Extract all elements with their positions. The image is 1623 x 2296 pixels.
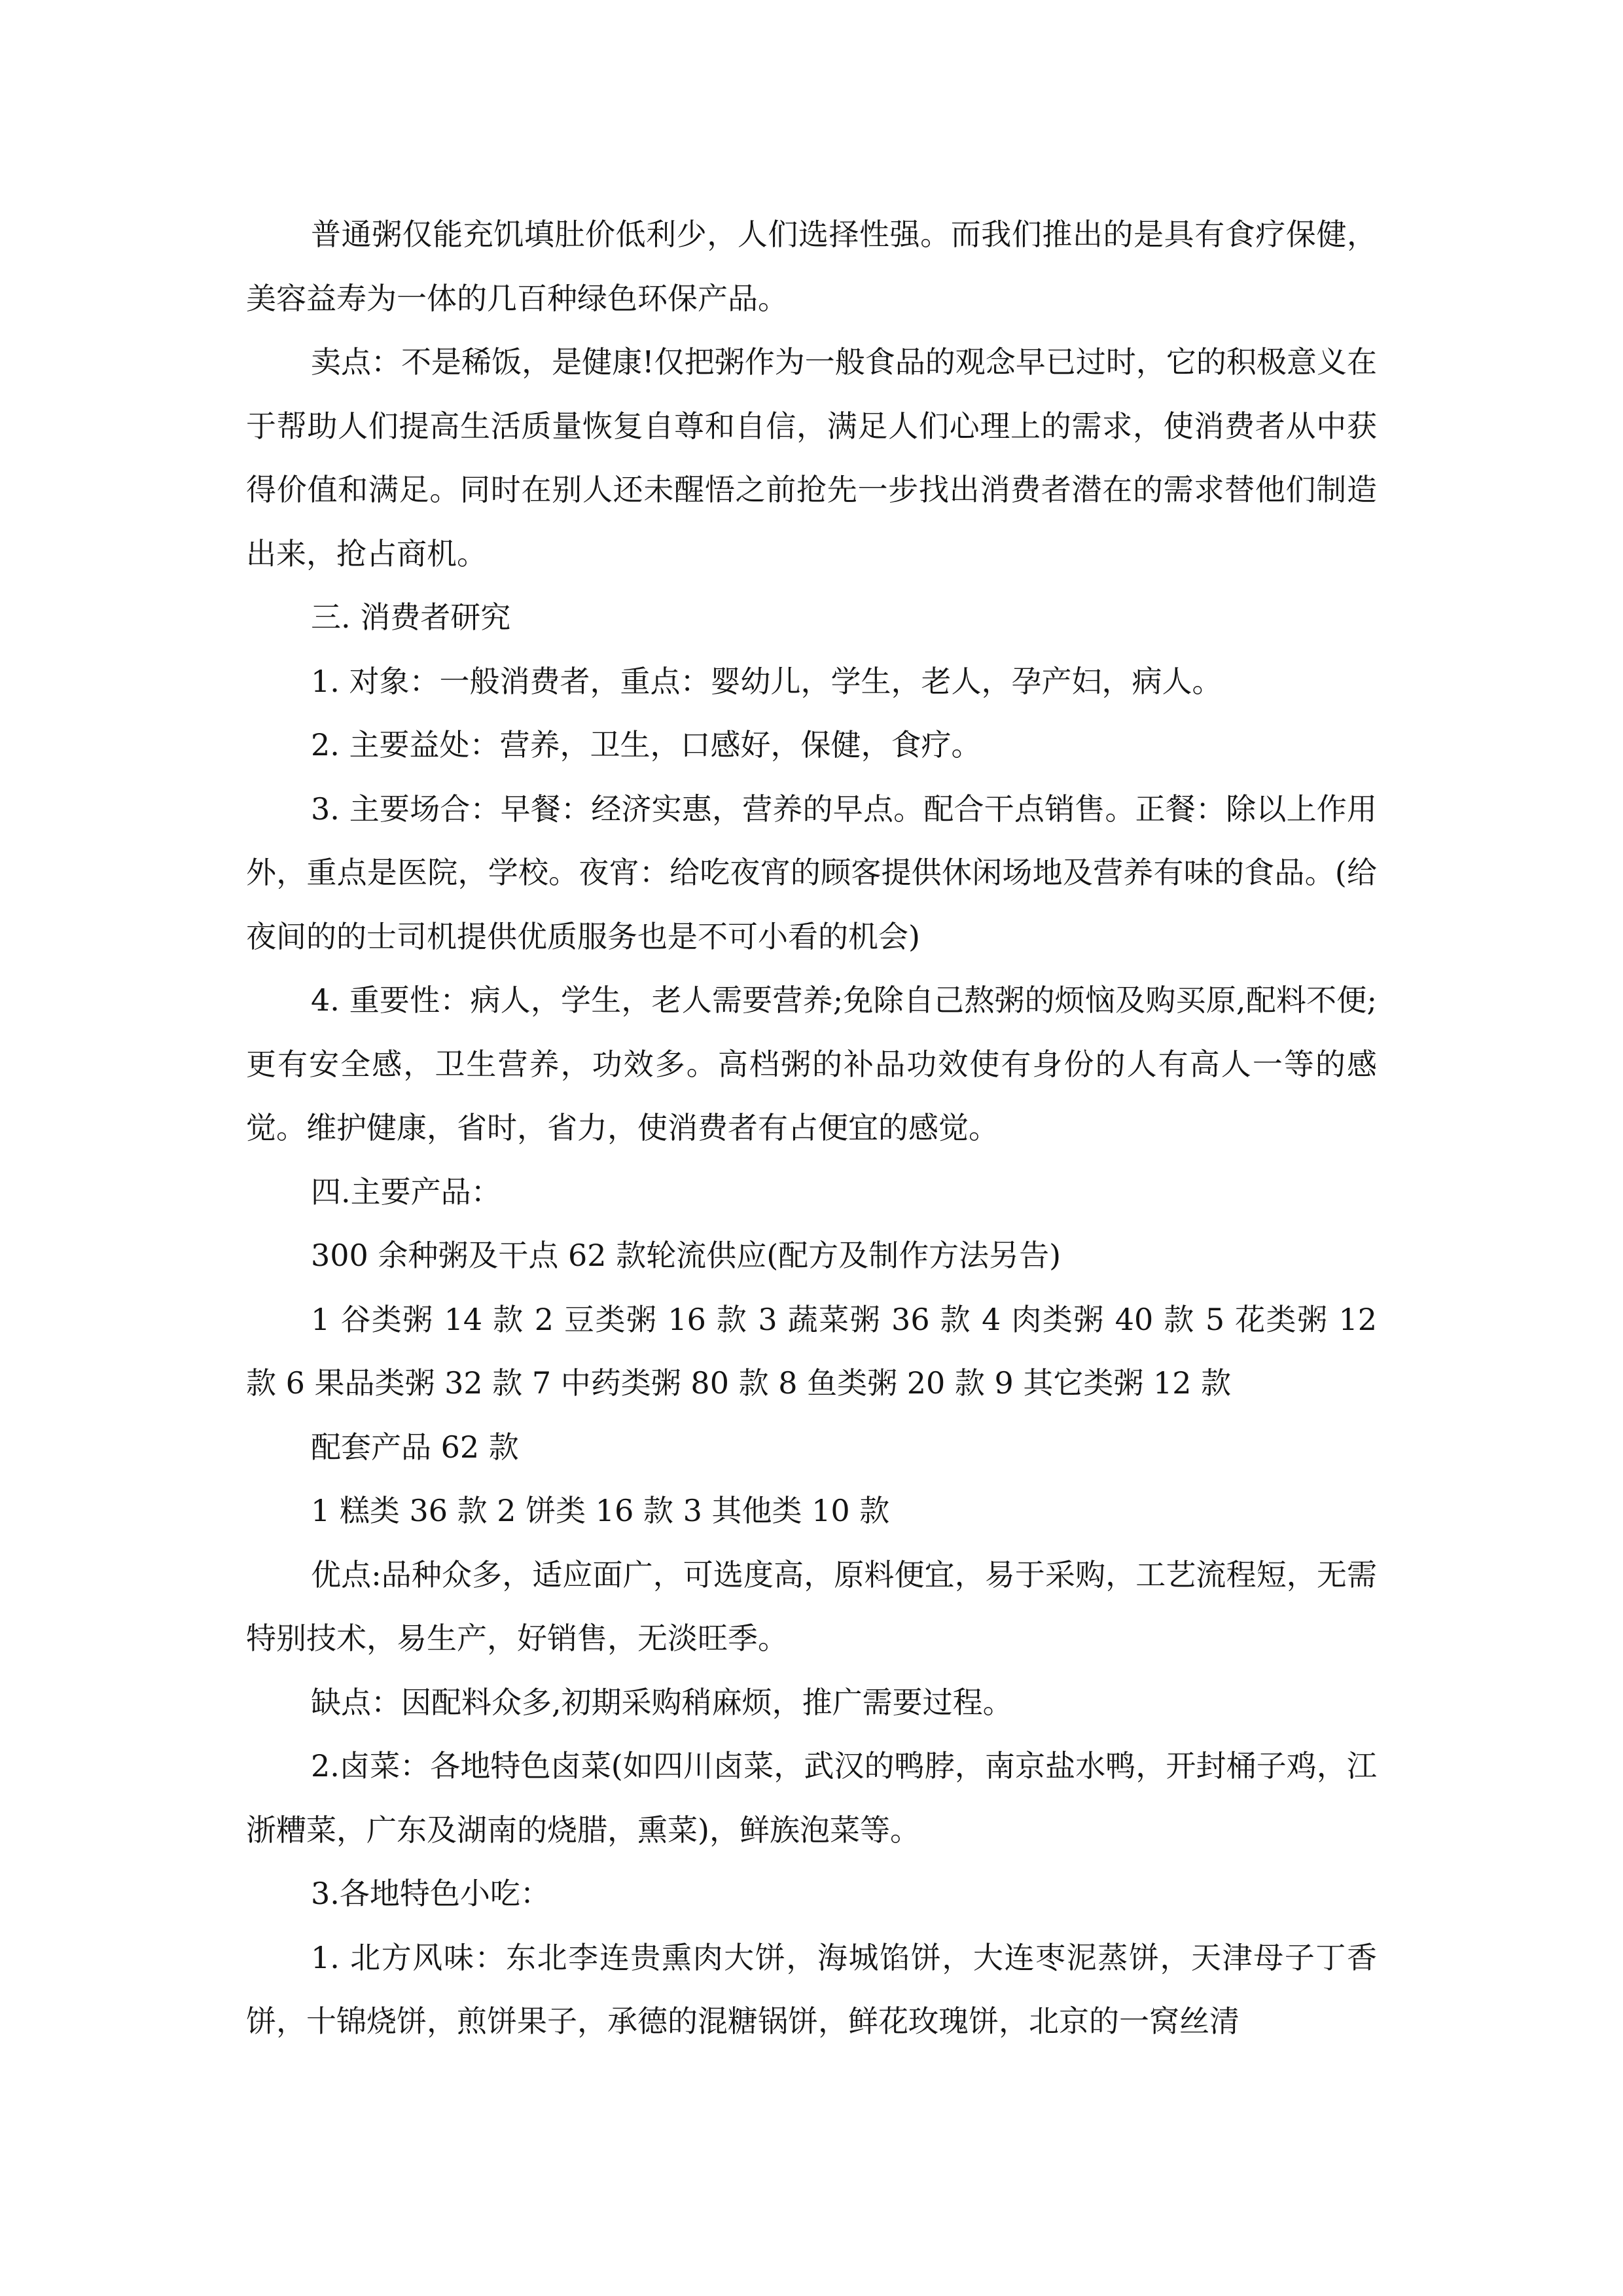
paragraph-product-intro: 普通粥仅能充饥填肚价低利少，人们选择性强。而我们推出的是具有食疗保健，美容益寿为一体的几百种绿色环保产品。 [246, 217, 1377, 316]
section-heading-consumer-research: 三. 消费者研究 [311, 600, 511, 635]
paragraph-braised-dishes: 2.卤菜：各地特色卤菜(如四川卤菜，武汉的鸭脖，南京盐水鸭，开封桶子鸡，江浙糟菜，广东及湖南的烧腊，熏菜)，鲜族泡菜等。 [246, 1748, 1377, 1848]
paragraph-target-audience: 1. 对象：一般消费者，重点：婴幼儿，学生，老人，孕产妇，病人。 [311, 663, 1222, 699]
paragraph-main-benefits: 2. 主要益处：营养，卫生，口感好，保健，食疗。 [311, 727, 982, 762]
paragraph-supporting-categories: 1 糕类 36 款 2 饼类 16 款 3 其他类 10 款 [311, 1493, 890, 1528]
paragraph-main-occasions: 3. 主要场合：早餐：经济实惠，营养的早点。配合干点销售。正餐：除以上作用外，重点是医院，学校。夜宵：给吃夜宵的顾客提供休闲场地及营养有味的食品。(给夜间的的士司机提供优质服务也是不可小看的机会) [246, 791, 1377, 954]
document-body [246, 203, 1377, 2054]
paragraph-supporting-products: 配套产品 62 款 [311, 1429, 519, 1465]
paragraph-northern-flavors: 1. 北方风味：东北李连贵熏肉大饼，海城馅饼，大连枣泥蒸饼，天津母子丁香饼，十锦烧饼，煎饼果子，承德的混糖锅饼，鲜花玫瑰饼，北京的一窝丝清 [246, 1939, 1377, 2039]
paragraph-importance: 4. 重要性：病人，学生，老人需要营养;免除自己熬粥的烦恼及购买原,配料不便;更有安全感，卫生营养，功效多。高档粥的补品功效使有身份的人有高人一等的感觉。维护健康，省时，省力，使消费者有占便宜的感觉。 [246, 982, 1377, 1145]
paragraph-selling-point: 卖点：不是稀饭，是健康!仅把粥作为一般食品的观念早已过时，它的积极意义在于帮助人们提高生活质量恢复自尊和自信，满足人们心理上的需求，使消费者从中获得价值和满足。同时在别人还未醒悟之前抢先一步找出消费者潜在的需求替他们制造出来，抢占商机。 [246, 344, 1377, 571]
paragraph-local-snacks-heading: 3.各地特色小吃： [311, 1876, 550, 1911]
paragraph-disadvantages: 缺点：因配料众多,初期采购稍麻烦，推广需要过程。 [311, 1684, 1013, 1720]
section-heading-main-products: 四.主要产品： [311, 1174, 501, 1210]
paragraph-product-supply: 300 余种粥及干点 62 款轮流供应(配方及制作方法另告) [311, 1238, 1061, 1273]
paragraph-advantages: 优点:品种众多，适应面广，可选度高，原料便宜，易于采购，工艺流程短，无需特别技术，易生产，好销售，无淡旺季。 [246, 1556, 1377, 1656]
paragraph-porridge-categories: 1 谷类粥 14 款 2 豆类粥 16 款 3 蔬菜粥 36 款 4 肉类粥 40 款 5 花类粥 12 款 6 果品类粥 32 款 7 中药类粥 80 款 8 鱼类粥 20 款 9 其它类粥 12 款 [246, 1301, 1377, 1401]
